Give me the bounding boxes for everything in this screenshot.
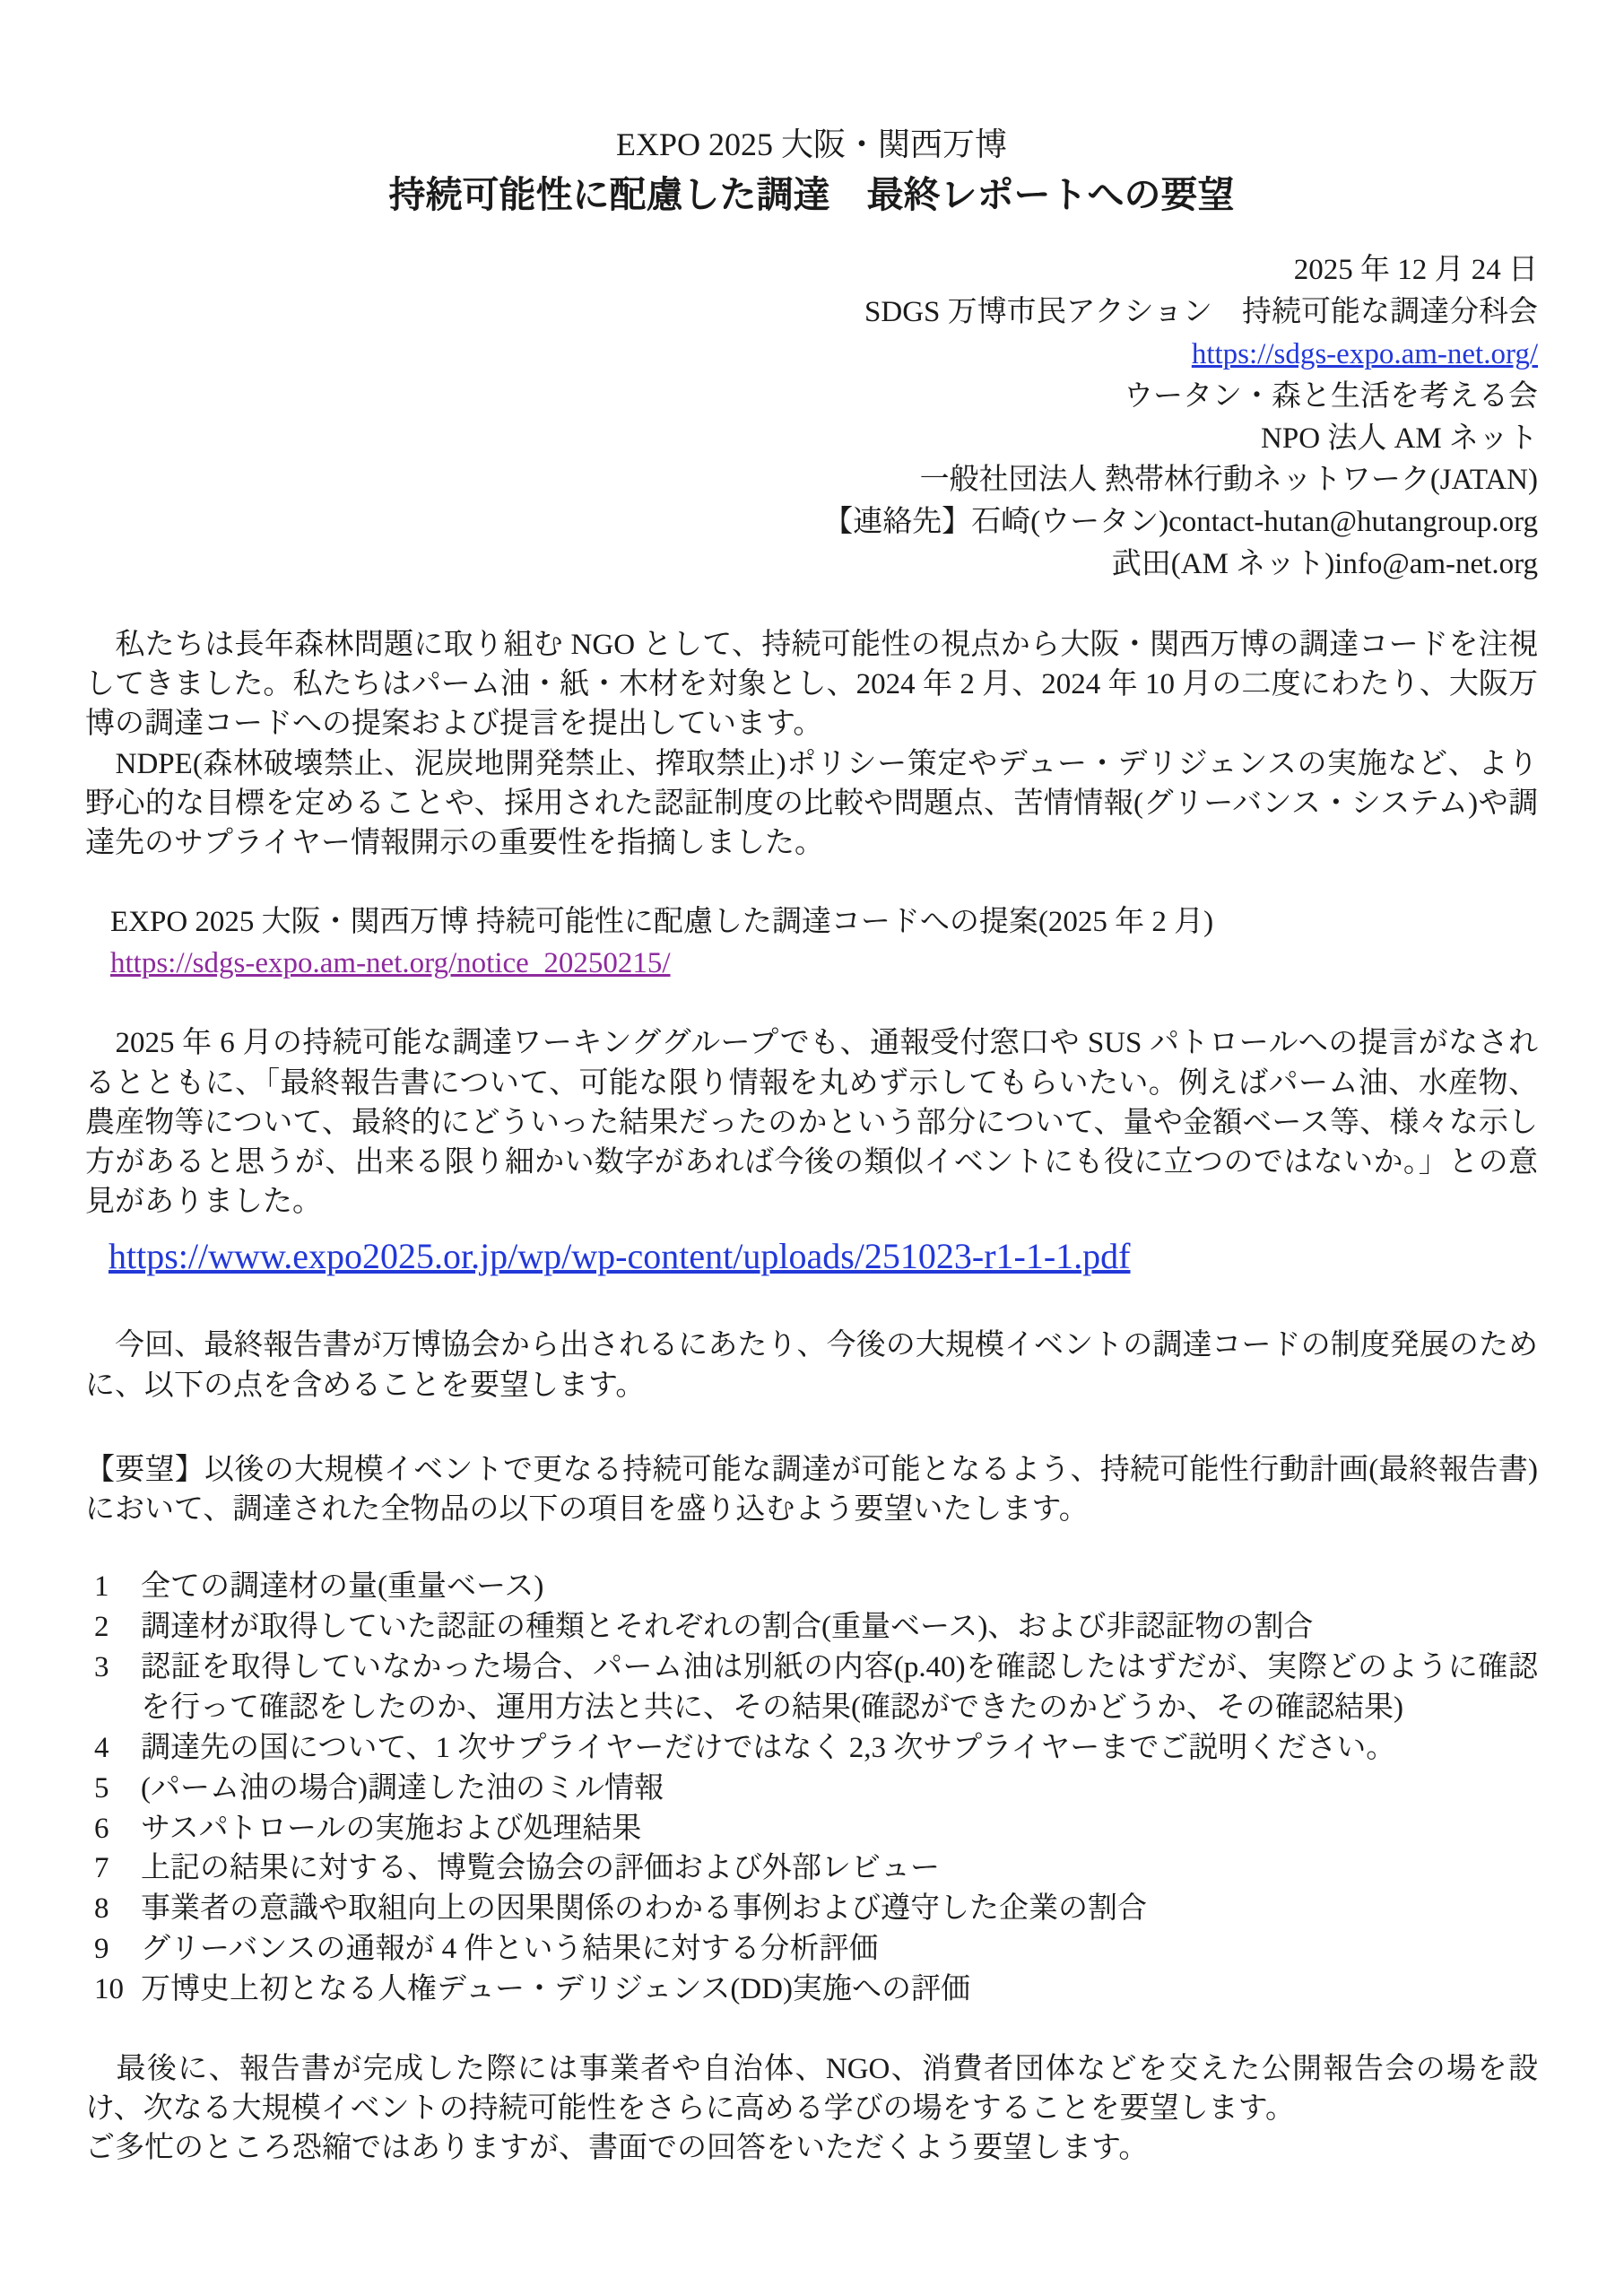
list-item	[94, 1848, 1538, 1889]
item-text: 全ての調達材の量(重量ベース)	[141, 1570, 544, 1604]
date-line: 2025 年 12 月 24 日	[1293, 254, 1538, 287]
item-text: 調達材が取得していた認証の種類とそれぞれの割合(重量ベース)、および非認証物の割合	[141, 1611, 1314, 1644]
item-text: 万博史上初となる人権デュー・デリジェンス(DD)実施への評価	[141, 1973, 971, 2006]
list-item	[94, 1769, 1538, 1809]
list-item	[94, 1567, 1538, 1607]
request-list	[85, 1567, 1538, 2010]
org-line-hutan: ウータン・森と生活を考える会	[1124, 379, 1538, 413]
paragraph-request-intro: 【要望】以後の大規模イベントで更なる持続可能な調達が可能となるよう、持続可能性行動計画(最終報告書)において、調達された全物品の以下の項目を盛り込むよう要望いたします。	[85, 1453, 1538, 1526]
list-item	[94, 1728, 1538, 1769]
item-number: 1	[94, 1570, 109, 1604]
item-text: 上記の結果に対する、博覧会協会の評価および外部レビュー	[141, 1852, 940, 1885]
list-item	[94, 1889, 1538, 1929]
item-number: 8	[94, 1892, 109, 1926]
doc-subtitle: 持続可能性に配慮した調達 最終レポートへの要望	[388, 173, 1235, 215]
item-text: グリーバンスの通報が 4 件という結果に対する分析評価	[141, 1933, 879, 1966]
doc-title: EXPO 2025 大阪・関西万博	[615, 126, 1007, 162]
expo-pdf-link-line	[85, 1232, 1538, 1281]
item-number: 5	[94, 1771, 109, 1805]
item-text: 事業者の意識や取組向上の因果関係のわかる事例および遵守した企業の割合	[141, 1892, 1147, 1926]
proposal-link[interactable]: https://sdgs-expo.am-net.org/notice_20250215/	[110, 946, 671, 979]
list-item	[94, 1929, 1538, 1970]
proposal-title-line: EXPO 2025 大阪・関西万博 持続可能性に配慮した調達コードへの提案(2025 年 2 月)	[110, 906, 1214, 939]
closing-paragraph: 最後に、報告書が完成した際には事業者や自治体、NGO、消費者団体などを交えた公開報告会の場を設け、次なる大規模イベントの持続可能性をさらに高める学びの場をすることを要望します。	[85, 2052, 1538, 2126]
item-number: 4	[94, 1731, 109, 1764]
item-number: 6	[94, 1812, 109, 1845]
paragraph-working-group: 2025 年 6 月の持続可能な調達ワーキンググループでも、通報受付窓口や SUS パトロールへの提言がなされるとともに、「最終報告書について、可能な限り情報を丸めず示してもらいたい。例えばパーム油、水産物、農産物等について、最終的にどういった結果だったのかという部分について、量や金額ベース等、様々な示し方があると思うが、出来る限り細かい数字があれば今後の類似イベントにも役に立つのではないか。」との意見がありました。	[85, 1027, 1538, 1219]
paragraph-ndpe: NDPE(森林破壊禁止、泥炭地開発禁止、搾取禁止)ポリシー策定やデュー・デリジェンスの実施など、より野心的な目標を定めることや、採用された認証制度の比較や問題点、苦情情報(グリーバンス・システム)や調達先のサプライヤー情報開示の重要性を指摘しました。	[85, 747, 1538, 860]
expo-pdf-link[interactable]: https://www.expo2025.or.jp/wp/wp-content/uploads/251023-r1-1-1.pdf	[109, 1236, 1131, 1277]
paragraph-final-report: 今回、最終報告書が万博協会から出されるにあたり、今後の大規模イベントの調達コードの制度発展のために、以下の点を含めることを要望します。	[85, 1329, 1538, 1402]
item-text: 調達先の国について、1 次サプライヤーだけではなく 2,3 次サプライヤーまでご説明ください。	[141, 1731, 1396, 1764]
paragraph-intro: 私たちは長年森林問題に取り組む NGO として、持続可能性の視点から大阪・関西万博の調達コードを注視してきました。私たちはパーム油・紙・木材を対象とし、2024 年 2 月、2024 年 10 月の二度にわたり、大阪万博の調達コードへの提案および提言を提出しています。	[85, 628, 1539, 741]
group-name-line: SDGS 万博市民アクション 持続可能な調達分科会	[864, 295, 1538, 328]
org-line-amnet: NPO 法人 AM ネット	[1261, 422, 1538, 455]
item-text: (パーム油の場合)調達した油のミル情報	[141, 1771, 664, 1805]
contact-line-ishizaki: 【連絡先】石崎(ウータン)contact-hutan@hutangroup.org	[823, 506, 1538, 539]
item-number: 10	[94, 1973, 124, 2006]
group-site-line	[85, 334, 1538, 376]
sender-header-block	[85, 249, 1538, 586]
list-item	[94, 1648, 1538, 1728]
item-text: 認証を取得していなかった場合、パーム油は別紙の内容(p.40)を確認したはずだが、実際どのように確認を行って確認をしたのか、運用方法と共に、その結果(確認ができたのかどうか、その確認結果)	[141, 1651, 1538, 1724]
list-item	[94, 1970, 1538, 2010]
item-number: 7	[94, 1852, 109, 1885]
list-item	[94, 1607, 1538, 1648]
proposal-reference-block	[85, 902, 1538, 984]
closing-request-line: ご多忙のところ恐縮ではありますが、書面での回答をいただくよう要望します。	[85, 2132, 1149, 2165]
proposal-link-line	[110, 944, 1538, 985]
contact-line-takeda: 武田(AM ネット)info@am-net.org	[1111, 548, 1538, 581]
item-number: 3	[94, 1651, 109, 1684]
sdgs-site-link[interactable]: https://sdgs-expo.am-net.org/	[1191, 337, 1538, 370]
item-number: 2	[94, 1611, 109, 1644]
list-item	[94, 1809, 1538, 1849]
org-line-jatan: 一般社団法人 熱帯林行動ネットワーク(JATAN)	[919, 464, 1538, 497]
item-number: 9	[94, 1933, 109, 1966]
item-text: サスパトロールの実施および処理結果	[141, 1812, 642, 1845]
